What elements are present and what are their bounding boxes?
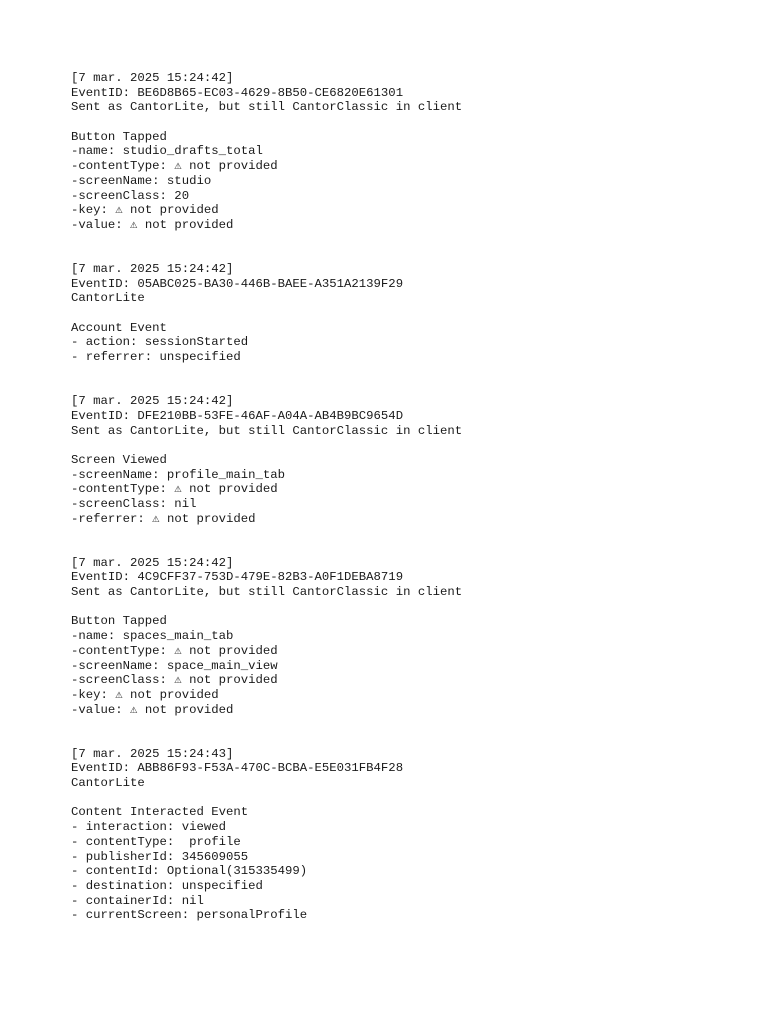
log-field: - currentScreen: personalProfile: [71, 908, 308, 923]
log-field: -contentType: ⚠ not provided: [71, 482, 278, 497]
log-event-name: Content Interacted Event: [71, 805, 249, 820]
log-field: -screenName: profile_main_tab: [71, 467, 286, 482]
log-field: - destination: unspecified: [71, 878, 263, 893]
event-log: [71, 71, 462, 923]
blank-line: [71, 600, 462, 615]
entry-separator: [71, 717, 462, 746]
log-event-id: EventID: BE6D8B65-EC03-4629-8B50-CE6820E61301: [71, 85, 404, 100]
log-timestamp: [7 mar. 2025 15:24:42]: [71, 555, 234, 570]
log-status: Sent as CantorLite, but still CantorClassic in client: [71, 585, 463, 600]
log-entry: [71, 262, 462, 365]
log-field: - contentType: profile: [71, 834, 241, 849]
log-event-name: Account Event: [71, 320, 167, 335]
log-field: -screenClass: 20: [71, 188, 190, 203]
entry-separator: [71, 233, 462, 262]
log-field: -screenClass: nil: [71, 496, 197, 511]
blank-line: [71, 115, 462, 130]
log-entry: [71, 556, 462, 718]
log-timestamp: [7 mar. 2025 15:24:43]: [71, 746, 234, 761]
log-field: -screenName: space_main_view: [71, 658, 278, 673]
log-field: -name: studio_drafts_total: [71, 144, 263, 159]
log-field: -screenClass: ⚠ not provided: [71, 673, 278, 688]
log-event-name: Screen Viewed: [71, 452, 167, 467]
log-field: - containerId: nil: [71, 893, 204, 908]
blank-line: [71, 791, 462, 806]
log-field: -contentType: ⚠ not provided: [71, 643, 278, 658]
log-entry: [71, 71, 462, 233]
log-event-name: Button Tapped: [71, 129, 167, 144]
log-field: -key: ⚠ not provided: [71, 203, 219, 218]
log-field: -screenName: studio: [71, 173, 212, 188]
log-entry: [71, 394, 462, 526]
log-status: Sent as CantorLite, but still CantorClassic in client: [71, 100, 463, 115]
log-field: -contentType: ⚠ not provided: [71, 159, 278, 174]
log-timestamp: [7 mar. 2025 15:24:42]: [71, 71, 234, 85]
blank-line: [71, 438, 462, 453]
log-field: -name: spaces_main_tab: [71, 629, 234, 644]
log-field: - action: sessionStarted: [71, 335, 249, 350]
log-status: CantorLite: [71, 776, 145, 791]
log-status: CantorLite: [71, 291, 145, 306]
entry-separator: [71, 526, 462, 555]
blank-line: [71, 306, 462, 321]
log-status: Sent as CantorLite, but still CantorClassic in client: [71, 423, 463, 438]
log-field: -key: ⚠ not provided: [71, 687, 219, 702]
log-field: -referrer: ⚠ not provided: [71, 511, 256, 526]
log-timestamp: [7 mar. 2025 15:24:42]: [71, 261, 234, 276]
log-entry: [71, 747, 462, 923]
log-field: - contentId: Optional(315335499): [71, 864, 308, 879]
log-event-id: EventID: DFE210BB-53FE-46AF-A04A-AB4B9BC9654D: [71, 408, 404, 423]
log-field: - referrer: unspecified: [71, 350, 241, 365]
log-field: - publisherId: 345609055: [71, 849, 249, 864]
log-event-id: EventID: 4C9CFF37-753D-479E-82B3-A0F1DEBA8719: [71, 570, 404, 585]
log-event-name: Button Tapped: [71, 614, 167, 629]
log-field: -value: ⚠ not provided: [71, 217, 234, 232]
log-timestamp: [7 mar. 2025 15:24:42]: [71, 394, 234, 409]
log-field: -value: ⚠ not provided: [71, 702, 234, 717]
log-field: - interaction: viewed: [71, 820, 226, 835]
entry-separator: [71, 365, 462, 394]
log-event-id: EventID: ABB86F93-F53A-470C-BCBA-E5E031FB4F28: [71, 761, 404, 776]
log-event-id: EventID: 05ABC025-BA30-446B-BAEE-A351A2139F29: [71, 276, 404, 291]
